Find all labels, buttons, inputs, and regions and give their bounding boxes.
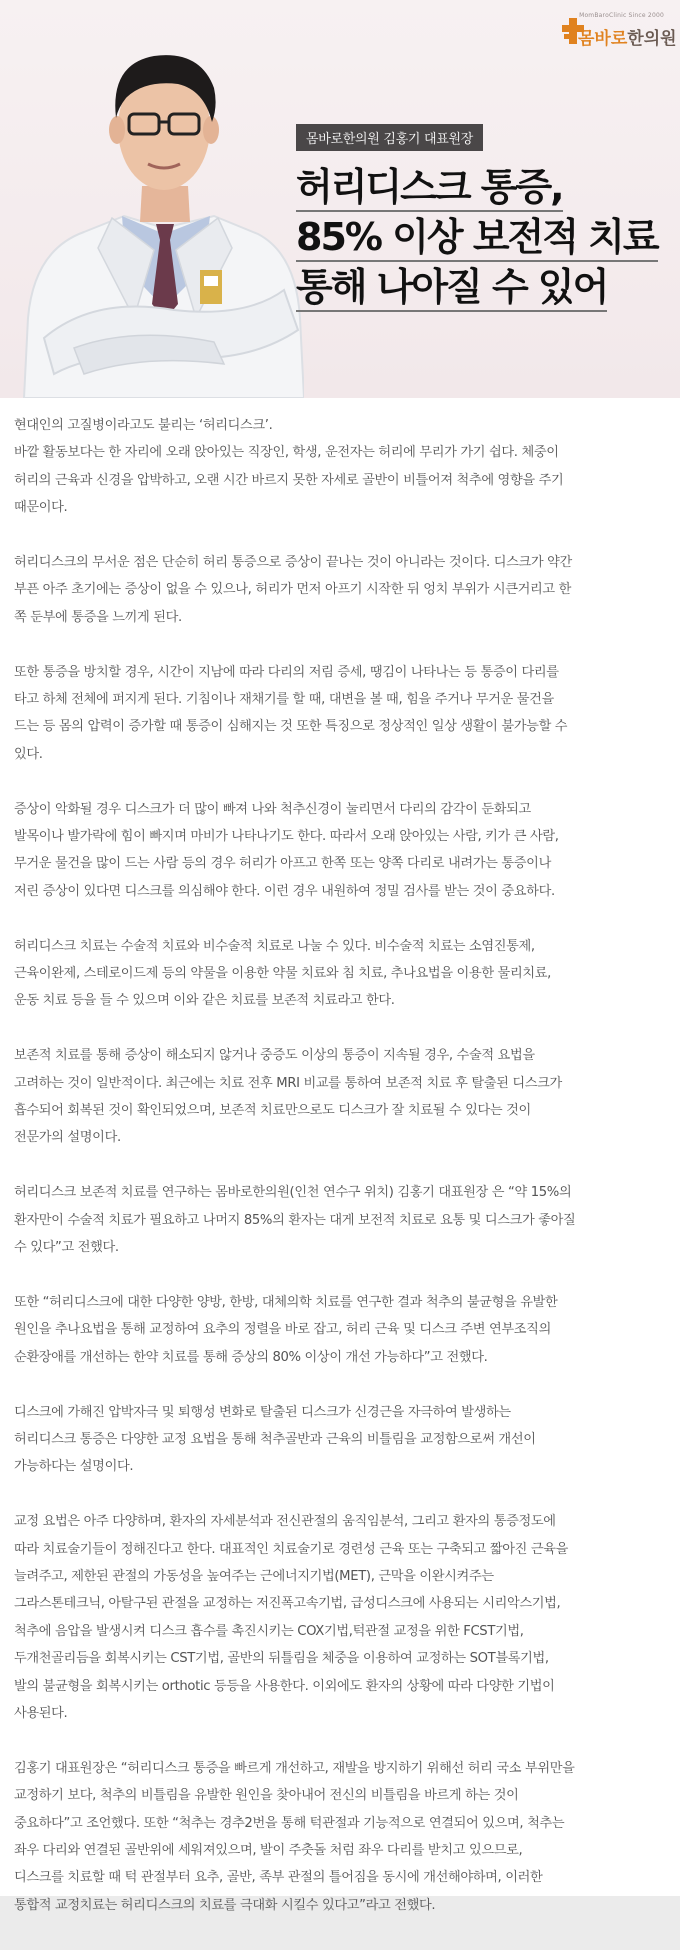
headline-text: 85% 이상 보전적 치료 xyxy=(296,215,658,262)
paragraph-line: 순환장애를 개선하는 한약 치료를 통해 증상의 80% 이상이 개선 가능하다”고 전했다. xyxy=(14,1349,488,1365)
paragraph-line: 무거운 물건을 많이 드는 사람 등의 경우 허리가 아프고 한쪽 또는 양쪽 다리로 내려가는 통증이나 xyxy=(14,856,551,872)
article-header xyxy=(0,0,680,398)
paragraph-line: 발목이나 발가락에 힘이 빠지며 마비가 나타나기도 한다. 따라서 오래 앉아있는 사람, 키가 큰 사람, xyxy=(14,829,559,845)
paragraph-line: 드는 등 몸의 압력이 증가할 때 통증이 심해지는 것 또한 특징으로 정상적인 일상 생활이 불가능할 수 xyxy=(14,719,568,735)
article-paragraph xyxy=(14,1755,666,1919)
paragraph-line: 고려하는 것이 일반적이다. 최근에는 치료 전후 MRI 비교를 통하여 보존적 치료 후 탈출된 디스크가 xyxy=(14,1075,562,1091)
paragraph-line: 두개천골리듬을 회복시키는 CST기법, 골반의 뒤틀림을 체중을 이용하여 교정하는 SOT블록기법, xyxy=(14,1651,549,1667)
logo-name-part1: 몸바로 xyxy=(578,29,628,49)
paragraph-line: 흡수되어 회복된 것이 확인되었으며, 보존적 치료만으로도 디스크가 잘 치료될 수 있다는 것이 xyxy=(14,1103,531,1119)
article-paragraph xyxy=(14,933,666,1015)
article-text xyxy=(14,412,666,1947)
headline-text: 통해 나아질 수 있어 xyxy=(296,265,607,312)
clinic-logo[interactable] xyxy=(554,10,677,50)
paragraph-line: 늘려주고, 제한된 관절의 가동성을 높여주는 근에너지기법(MET), 근막을 이완시켜주는 xyxy=(14,1568,494,1584)
paragraph-line: 교정하기 보다, 척추의 비틀림을 유발한 원인을 찾아내어 전신의 비틀림을 바르게 하는 것이 xyxy=(14,1788,519,1804)
headline-line xyxy=(296,262,666,312)
paragraph-line: 따라 치료술기들이 정해진다고 한다. 대표적인 치료술기로 경련성 근육 또는 구축되고 짧아진 근육을 xyxy=(14,1541,569,1557)
headline-line xyxy=(296,162,666,212)
paragraph-line: 허리디스크 보존적 치료를 연구하는 몸바로한의원(인천 연수구 위치) 김홍기 대표원장 은 “약 15%의 xyxy=(14,1185,572,1201)
paragraph-line: 쪽 둔부에 통증을 느끼게 된다. xyxy=(14,609,182,625)
paragraph-line: 운동 치료 등을 들 수 있으며 이와 같은 치료를 보존적 치료라고 한다. xyxy=(14,993,395,1009)
paragraph-line: 부픈 아주 초기에는 증상이 없을 수 있으나, 허리가 먼저 아프기 시작한 뒤 엉치 부위가 시큰거리고 한 xyxy=(14,582,572,598)
paragraph-line: 통합적 교정치료는 허리디스크의 치료를 극대화 시킬수 있다고”라고 전했다. xyxy=(14,1897,436,1913)
paragraph-line: 환자만이 수술적 치료가 필요하고 나머지 85%의 환자는 대게 보전적 치료로 요통 및 디스크가 좋아질 xyxy=(14,1212,576,1228)
paragraph-line: 허리디스크 치료는 수술적 치료와 비수술적 치료로 나눌 수 있다. 비수술적 치료는 소염진통제, xyxy=(14,938,535,954)
paragraph-line: 있다. xyxy=(14,746,43,762)
paragraph-line: 수 있다”고 전했다. xyxy=(14,1240,119,1256)
paragraph-line: 김홍기 대표원장은 “허리디스크 통증을 빠르게 개선하고, 재발을 방지하기 위해선 허리 국소 부위만을 xyxy=(14,1760,575,1776)
headline xyxy=(296,162,666,312)
article-paragraph xyxy=(14,1179,666,1261)
article-paragraph xyxy=(14,549,666,631)
paragraph-line: 사용된다. xyxy=(14,1705,68,1721)
paragraph-line: 허리의 근육과 신경을 압박하고, 오랜 시간 바르지 못한 자세로 골반이 비틀어져 척추에 영향을 주기 xyxy=(14,472,564,488)
logo-name-part2: 한의원 xyxy=(627,29,677,49)
paragraph-line: 저린 증상이 있다면 디스크를 의심해야 한다. 이런 경우 내원하여 정밀 검사를 받는 것이 중요하다. xyxy=(14,883,555,899)
paragraph-line: 타고 하체 전체에 퍼지게 된다. 기침이나 재채기를 할 때, 대변을 볼 때, 힘을 주거나 무거운 물건을 xyxy=(14,692,554,708)
paragraph-line: 또한 통증을 방치할 경우, 시간이 지남에 따라 다리의 저림 증세, 땡김이 나타나는 등 통증이 다리를 xyxy=(14,664,559,680)
paragraph-line: 현대인의 고질병이라고도 불리는 ‘허리디스크’. xyxy=(14,418,273,433)
doctor-portrait xyxy=(14,18,304,398)
article-paragraph xyxy=(14,1399,666,1481)
headline-text: 허리디스크 통증, xyxy=(296,165,563,212)
paragraph-line: 전문가의 설명이다. xyxy=(14,1130,121,1146)
paragraph-line: 그라스톤테크닉, 아탈구된 관절을 교정하는 저진폭고속기법, 급성디스크에 사용되는 시리악스기법, xyxy=(14,1596,561,1612)
paragraph-line: 증상이 악화될 경우 디스크가 더 많이 빠져 나와 척추신경이 눌리면서 다리의 감각이 둔화되고 xyxy=(14,801,531,817)
article-paragraph xyxy=(14,1289,666,1371)
paragraph-line: 보존적 치료를 통해 증상이 해소되지 않거나 중증도 이상의 통증이 지속될 경우, 수술적 요법을 xyxy=(14,1048,535,1064)
paragraph-line: 중요하다”고 조언했다. 또한 “척추는 경추2번을 통해 턱관절과 기능적으로 연결되어 있으며, 척추는 xyxy=(14,1815,565,1831)
author-tag: 몸바로한의원 김홍기 대표원장 xyxy=(296,124,483,151)
paragraph-line: 좌우 다리와 연결된 골반위에 세워져있으며, 발이 주춧돌 처럼 좌우 다리를 받치고 있으므로, xyxy=(14,1842,523,1858)
logo-since-text: MomBaroClinic Since 2000 xyxy=(579,12,664,19)
paragraph-line: 가능하다는 설명이다. xyxy=(14,1459,134,1475)
paragraph-line: 교정 요법은 아주 다양하며, 환자의 자세분석과 전신관절의 움직임분석, 그리고 환자의 통증정도에 xyxy=(14,1514,556,1530)
paragraph-line: 때문이다. xyxy=(14,500,68,516)
paragraph-line: 허리디스크의 무서운 점은 단순히 허리 통증으로 증상이 끝나는 것이 아니라는 것이다. 디스크가 약간 xyxy=(14,555,572,571)
article-paragraph xyxy=(14,1042,666,1152)
article-paragraph xyxy=(14,796,666,906)
paragraph-line: 발의 불균형을 회복시키는 orthotic 등등을 사용한다. 이외에도 환자의 상황에 따라 다양한 기법이 xyxy=(14,1678,555,1694)
article-paragraph xyxy=(14,412,666,522)
paragraph-line: 원인을 추나요법을 통해 교정하여 요추의 정렬을 바로 잡고, 허리 근육 및 디스크 주변 연부조직의 xyxy=(14,1322,551,1338)
paragraph-line: 근육이완제, 스테로이드제 등의 약물을 이용한 약물 치료와 침 치료, 추나요법을 이용한 물리치료, xyxy=(14,966,551,982)
paragraph-line: 바깥 활동보다는 한 자리에 오래 앉아있는 직장인, 학생, 운전자는 허리에 무리가 가기 쉽다. 체중이 xyxy=(14,445,559,461)
paragraph-line: 또한 “허리디스크에 대한 다양한 양방, 한방, 대체의학 치료를 연구한 결과 척추의 불균형을 유발한 xyxy=(14,1294,558,1310)
headline-line xyxy=(296,212,666,262)
paragraph-line: 디스크를 치료할 때 턱 관절부터 요추, 골반, 족부 관절의 틀어짐을 동시에 개선해야하며, 이러한 xyxy=(14,1870,543,1886)
logo-name xyxy=(578,24,677,49)
article-paragraph xyxy=(14,659,666,769)
paragraph-line: 척추에 음압을 발생시켜 디스크 흡수를 촉진시키는 COX기법,턱관절 교정을 위한 FCST기법, xyxy=(14,1623,524,1639)
paragraph-line: 디스크에 가해진 압박자극 및 퇴행성 변화로 탈출된 디스크가 신경근을 자극하여 발생하는 xyxy=(14,1404,511,1420)
article-body xyxy=(0,398,680,1913)
paragraph-line: 허리디스크 통증은 다양한 교정 요법을 통해 척추골반과 근육의 비틀림을 교정함으로써 개선이 xyxy=(14,1431,536,1447)
article-paragraph xyxy=(14,1508,666,1727)
